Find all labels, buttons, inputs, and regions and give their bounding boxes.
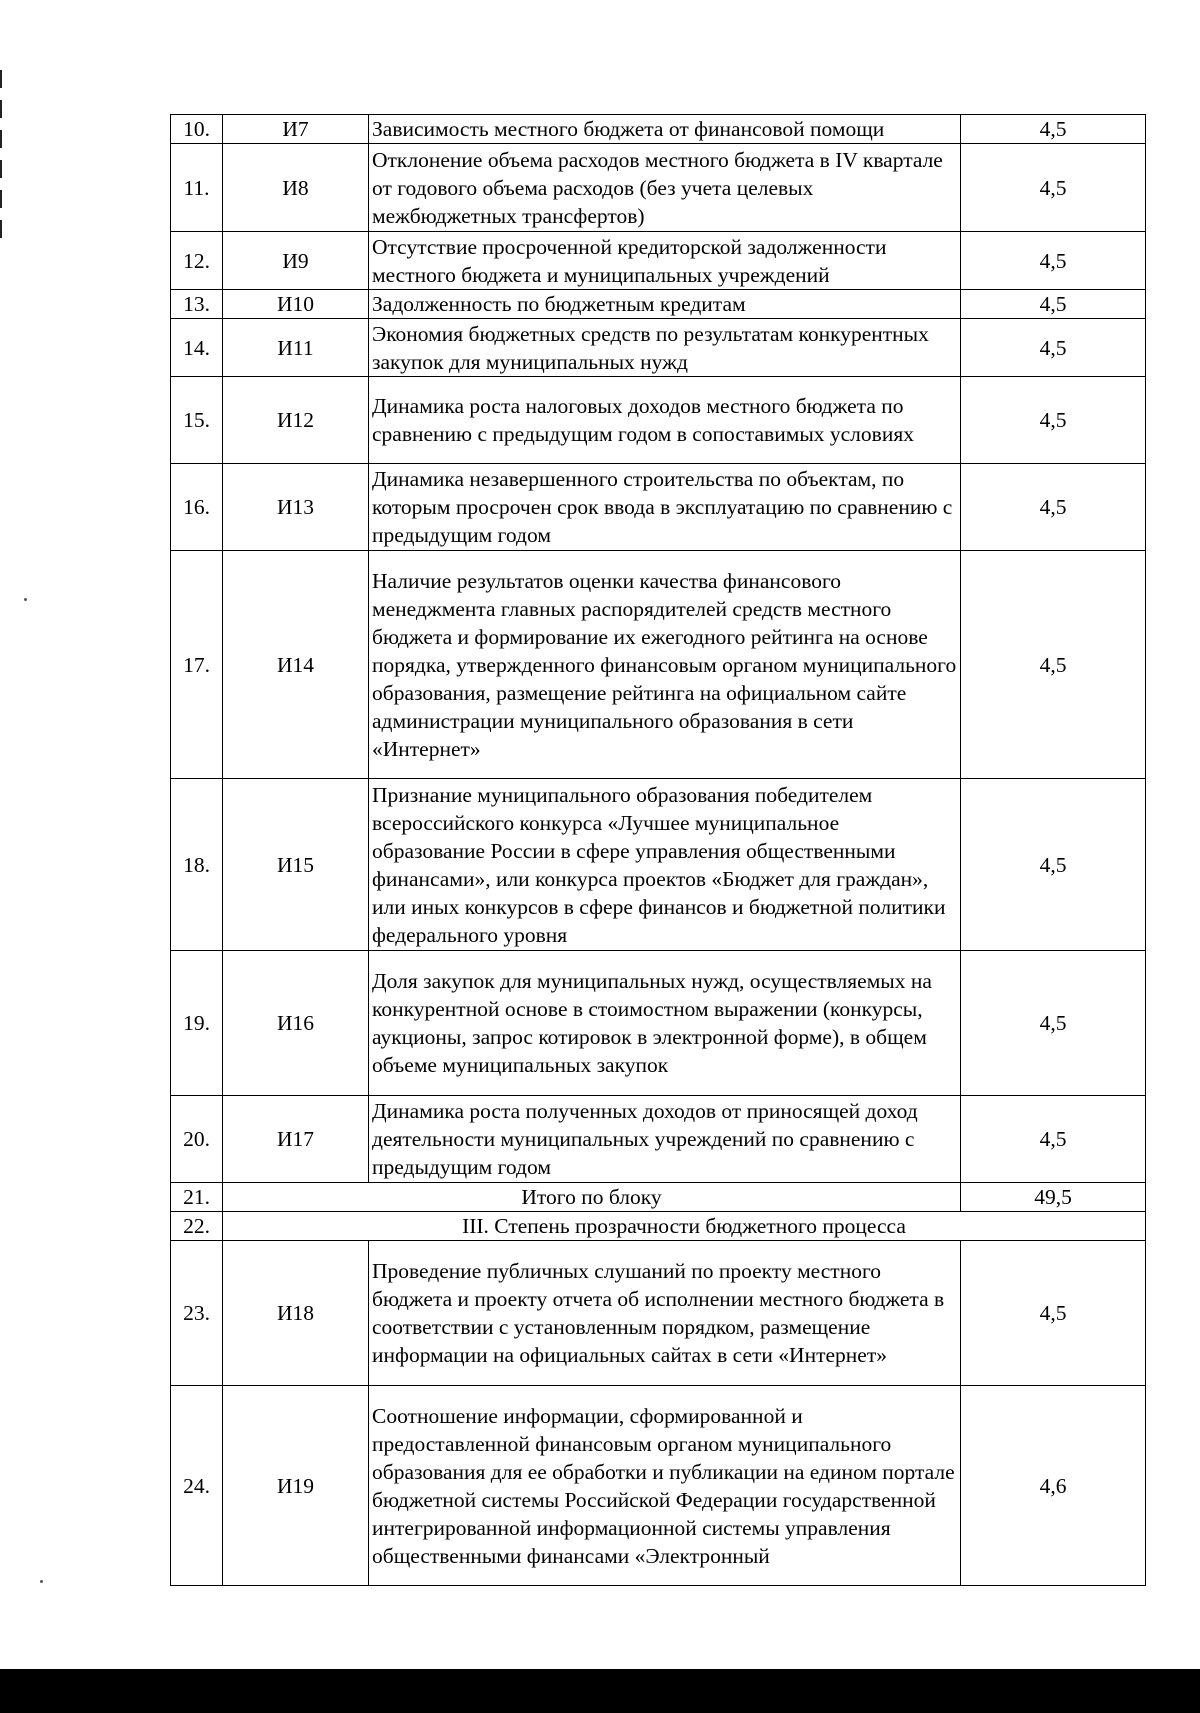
indicator-table [170, 114, 1146, 1586]
row-number: 21. [171, 1183, 223, 1212]
indicator-score: 4,5 [961, 464, 1146, 551]
table-row [171, 464, 1146, 551]
indicator-code: И13 [223, 464, 369, 551]
section-header-row [171, 1212, 1146, 1241]
indicator-description: Доля закупок для муниципальных нужд, осуществляемых на конкурентной основе в стоимостном выражении (конкурсы, аукционы, запрос котировок в электронной форме), в общем объеме муниципальных закупок [369, 951, 961, 1096]
indicator-description: Экономия бюджетных средств по результатам конкурентных закупок для муниципальных нужд [369, 319, 961, 377]
indicator-score: 4,5 [961, 779, 1146, 951]
indicator-code: И12 [223, 377, 369, 464]
table-row [171, 232, 1146, 290]
indicator-description: Динамика незавершенного строительства по объектам, по которым просрочен срок ввода в эксплуатацию по сравнению с предыдущим годом [369, 464, 961, 551]
indicator-description: Отсутствие просроченной кредиторской задолженности местного бюджета и муниципальных учреждений [369, 232, 961, 290]
indicator-code: И16 [223, 951, 369, 1096]
indicator-description: Наличие результатов оценки качества финансового менеджмента главных распорядителей средств местного бюджета и формирование их ежегодного рейтинга на основе порядка, утвержденного финансовым органом муниципального образования, размещение рейтинга на официальном сайте администрации муниципального образования в сети «Интернет» [369, 551, 961, 779]
indicator-code: И7 [223, 115, 369, 144]
indicator-code: И11 [223, 319, 369, 377]
indicator-score: 4,5 [961, 115, 1146, 144]
section-title: III. Степень прозрачности бюджетного процесса [223, 1212, 1146, 1241]
indicator-code: И8 [223, 144, 369, 232]
table-row [171, 290, 1146, 319]
indicator-code: И15 [223, 779, 369, 951]
row-number: 22. [171, 1212, 223, 1241]
table-row [171, 319, 1146, 377]
row-number: 24. [171, 1386, 223, 1586]
row-number: 10. [171, 115, 223, 144]
indicator-score: 4,5 [961, 377, 1146, 464]
row-number: 11. [171, 144, 223, 232]
row-number: 20. [171, 1096, 223, 1183]
indicator-score: 4,5 [961, 1241, 1146, 1386]
table-row [171, 779, 1146, 951]
row-number: 17. [171, 551, 223, 779]
row-number: 18. [171, 779, 223, 951]
table-row [171, 115, 1146, 144]
indicator-description: Задолженность по бюджетным кредитам [369, 290, 961, 319]
table-row [171, 551, 1146, 779]
total-row [171, 1183, 1146, 1212]
indicator-score: 4,5 [961, 951, 1146, 1096]
indicator-code: И10 [223, 290, 369, 319]
indicator-code: И14 [223, 551, 369, 779]
indicator-description: Динамика роста налоговых доходов местного бюджета по сравнению с предыдущим годом в сопоставимых условиях [369, 377, 961, 464]
indicator-description: Признание муниципального образования победителем всероссийского конкурса «Лучшее муниципальное образование России в сфере управления общественными финансами», или конкурса проектов «Бюджет для граждан», или иных конкурсов в сфере финансов и бюджетной политики федерального уровня [369, 779, 961, 951]
indicator-score: 4,5 [961, 319, 1146, 377]
indicator-score: 4,5 [961, 1096, 1146, 1183]
row-number: 19. [171, 951, 223, 1096]
indicator-description: Зависимость местного бюджета от финансовой помощи [369, 115, 961, 144]
indicator-score: 4,5 [961, 551, 1146, 779]
indicator-score: 4,5 [961, 290, 1146, 319]
indicator-description: Динамика роста полученных доходов от приносящей доход деятельности муниципальных учреждений по сравнению с предыдущим годом [369, 1096, 961, 1183]
row-number: 12. [171, 232, 223, 290]
indicator-description: Проведение публичных слушаний по проекту местного бюджета и проекту отчета об исполнении местного бюджета в соответствии с установленным порядком, размещение информации на официальных сайтах в сети «Интернет» [369, 1241, 961, 1386]
indicator-description: Соотношение информации, сформированной и предоставленной финансовым органом муниципального образования для ее обработки и публикации на едином портале бюджетной системы Российской Федерации государственной интегрированной информационной системы управления общественными финансами «Электронный [369, 1386, 961, 1586]
indicator-code: И19 [223, 1386, 369, 1586]
scan-speck [24, 598, 27, 601]
table-row [171, 951, 1146, 1096]
indicator-score: 4,6 [961, 1386, 1146, 1586]
table-row [171, 377, 1146, 464]
table-row [171, 144, 1146, 232]
table-row [171, 1096, 1146, 1183]
scan-bottom-border [0, 1669, 1200, 1713]
indicator-score: 4,5 [961, 144, 1146, 232]
row-number: 23. [171, 1241, 223, 1386]
total-score: 49,5 [961, 1183, 1146, 1212]
scan-speck [40, 1580, 43, 1583]
total-label: Итого по блоку [223, 1183, 961, 1212]
scan-edge-mark [0, 70, 2, 250]
table-row [171, 1241, 1146, 1386]
row-number: 16. [171, 464, 223, 551]
row-number: 14. [171, 319, 223, 377]
indicator-description: Отклонение объема расходов местного бюджета в IV квартале от годового объема расходов (без учета целевых межбюджетных трансфертов) [369, 144, 961, 232]
indicator-code: И9 [223, 232, 369, 290]
table-row [171, 1386, 1146, 1586]
indicator-code: И17 [223, 1096, 369, 1183]
indicator-code: И18 [223, 1241, 369, 1386]
row-number: 13. [171, 290, 223, 319]
row-number: 15. [171, 377, 223, 464]
indicator-score: 4,5 [961, 232, 1146, 290]
